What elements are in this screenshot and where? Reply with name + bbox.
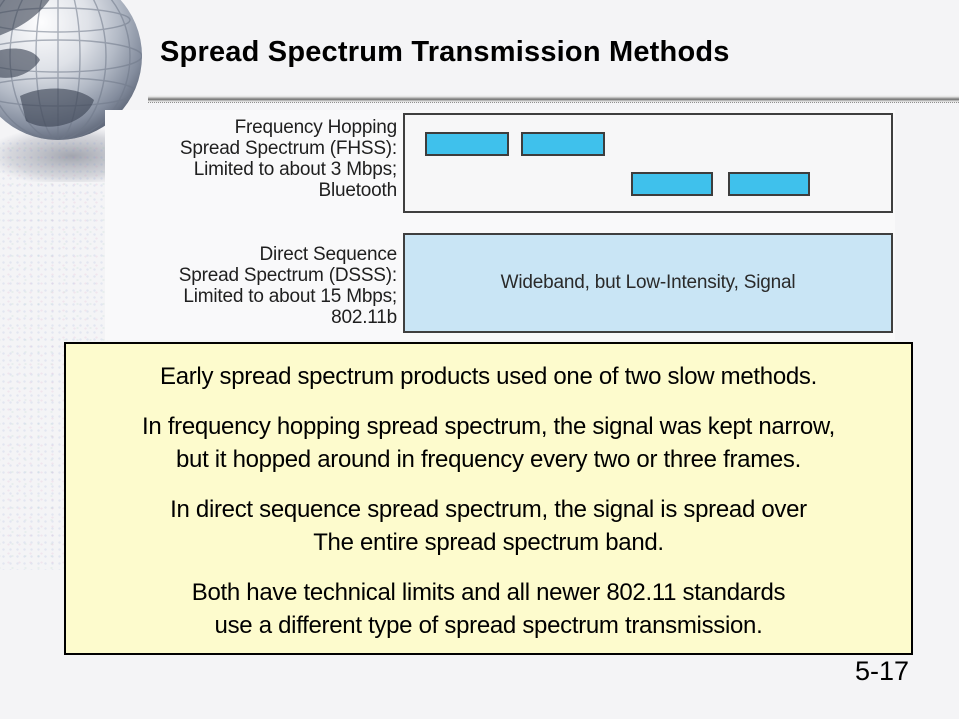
fhss-label-line-2: Spread Spectrum (FHSS): (179, 138, 397, 159)
fhss-signal-block-4 (728, 172, 810, 196)
notes-paragraph-3 (66, 493, 911, 559)
notes-line: In frequency hopping spread spectrum, the signal was kept narrow, (142, 413, 835, 440)
fhss-signal-block-2 (521, 132, 605, 156)
dsss-box-text: Wideband, but Low-Intensity, Signal (500, 272, 796, 293)
fhss-label-line-3: Limited to about 3 Mbps; (193, 159, 397, 180)
dsss-label (145, 244, 397, 328)
notes-paragraph-4 (66, 576, 911, 642)
notes-box (64, 342, 913, 655)
fhss-signal-box (403, 113, 893, 213)
notes-line: Early spread spectrum products used one of two slow methods. (159, 363, 817, 390)
notes-line: In direct sequence spread spectrum, the signal is spread over (170, 496, 807, 523)
notes-line: use a different type of spread spectrum transmission. (214, 612, 763, 639)
diagram-panel (105, 110, 895, 340)
dsss-label-line-3: Limited to about 15 Mbps; (183, 286, 397, 307)
fhss-signal-block-3 (631, 172, 713, 196)
notes-line: Both have technical limits and all newer 802.11 standards (191, 579, 786, 606)
notes-line: but it hopped around in frequency every two or three frames. (175, 446, 802, 473)
fhss-label-line-1: Frequency Hopping (234, 117, 397, 138)
page-number: 5-17 (854, 656, 909, 686)
fhss-label (145, 117, 397, 201)
fhss-signal-block-1 (425, 132, 509, 156)
dsss-signal-box (403, 233, 893, 333)
notes-line: The entire spread spectrum band. (313, 529, 664, 556)
dsss-label-line-4: 802.11b (331, 307, 397, 328)
dsss-label-line-2: Spread Spectrum (DSSS): (178, 265, 397, 286)
notes-paragraph-2 (66, 410, 911, 476)
dsss-label-line-1: Direct Sequence (259, 244, 397, 265)
title-divider-rule (148, 95, 959, 103)
slide-title: Spread Spectrum Transmission Methods (160, 36, 730, 68)
fhss-label-line-4: Bluetooth (318, 180, 397, 201)
notes-paragraph-1 (66, 360, 911, 393)
